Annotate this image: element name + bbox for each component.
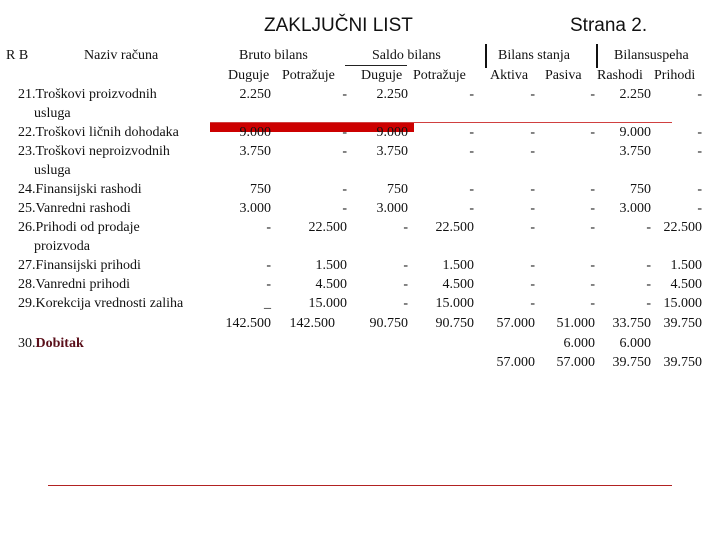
bruto-potrazuje-header: Potražuje (282, 68, 335, 83)
cell-saldo-potrazuje: 15.000 (435, 296, 474, 311)
cell-rashodi: 3.750 (619, 144, 651, 159)
bruto-header: Bruto bilans (239, 48, 308, 63)
cell-saldo-duguje: 3.000 (376, 201, 408, 216)
cell-rashodi: - (646, 277, 651, 292)
cell-bruto-potrazuje: - (342, 125, 347, 140)
account-name: 29.Korekcija vrednosti zaliha (18, 296, 184, 311)
cell-rashodi: - (646, 296, 651, 311)
cell-aktiva: - (530, 201, 535, 216)
cell-prihodi: - (697, 144, 702, 159)
account-name: 23.Troškovi neproizvodnih (18, 144, 170, 159)
cell-aktiva: - (530, 182, 535, 197)
final-rashodi: 39.750 (612, 355, 651, 370)
cell-saldo-potrazuje: 22.500 (435, 220, 474, 235)
cell-aktiva: - (530, 296, 535, 311)
cell-pasiva: - (590, 87, 595, 102)
cell-aktiva: - (530, 87, 535, 102)
header-separator (596, 44, 598, 68)
account-name: 21.Troškovi proizvodnih (18, 87, 157, 102)
total-bruto-potrazuje: 142.500 (289, 316, 335, 331)
pasiva-header: Pasiva (545, 68, 582, 83)
cell-bruto-duguje: - (266, 258, 271, 273)
cell-aktiva: - (530, 258, 535, 273)
cell-pasiva: - (590, 125, 595, 140)
account-name: 25.Vanredni rashodi (18, 201, 131, 216)
cell-rashodi: 750 (630, 182, 651, 197)
cell-prihodi: - (697, 182, 702, 197)
total-bruto-duguje: 142.500 (225, 316, 271, 331)
cell-saldo-potrazuje: 1.500 (442, 258, 474, 273)
cell-bruto-duguje: - (266, 277, 271, 292)
cell-bruto-potrazuje: 22.500 (308, 220, 347, 235)
account-name: 27.Finansijski prihodi (18, 258, 141, 273)
cell-bruto-duguje: - (266, 220, 271, 235)
profit-number: 30. (18, 336, 36, 351)
cell-saldo-duguje: 9.000 (376, 125, 408, 140)
cell-saldo-potrazuje: - (469, 201, 474, 216)
account-name-continued: usluga (34, 163, 71, 178)
profit-rashodi: 6.000 (619, 336, 651, 351)
cell-prihodi: 22.500 (663, 220, 702, 235)
cell-saldo-duguje: 3.750 (376, 144, 408, 159)
cell-saldo-potrazuje: - (469, 182, 474, 197)
cell-bruto-duguje: 2.250 (239, 87, 271, 102)
prihodi-header: Prihodi (654, 68, 696, 83)
cell-saldo-duguje: - (403, 277, 408, 292)
cell-bruto-duguje: 9.000 (239, 125, 271, 140)
cell-bruto-duguje: 3.000 (239, 201, 271, 216)
aktiva-header: Aktiva (490, 68, 529, 83)
cell-pasiva: - (590, 182, 595, 197)
cell-pasiva: - (590, 296, 595, 311)
cell-saldo-duguje: - (403, 258, 408, 273)
bilans-uspeha-header: Bilansuspeha (614, 48, 689, 63)
cell-pasiva: - (590, 201, 595, 216)
rb-header: R B (6, 48, 29, 63)
account-name-continued: usluga (34, 106, 71, 121)
naziv-header: Naziv računa (84, 48, 159, 63)
rashodi-header: Rashodi (597, 68, 643, 83)
account-name: 28.Vanredni prihodi (18, 277, 130, 292)
profit-label (18, 334, 84, 353)
cell-prihodi: 1.500 (670, 258, 702, 273)
header-separator (485, 44, 487, 68)
cell-prihodi: - (697, 201, 702, 216)
cell-aktiva: - (530, 220, 535, 235)
bilans-stanja-header: Bilans stanja (498, 48, 570, 63)
saldo-header: Saldo bilans (372, 48, 441, 63)
cell-bruto-potrazuje: 15.000 (308, 296, 347, 311)
bottom-rule (48, 485, 672, 486)
total-prihodi: 39.750 (663, 316, 702, 331)
cell-aktiva: - (530, 277, 535, 292)
cell-saldo-potrazuje: 4.500 (442, 277, 474, 292)
cell-rashodi: 2.250 (619, 87, 651, 102)
cell-pasiva: - (590, 220, 595, 235)
cell-bruto-potrazuje: - (342, 182, 347, 197)
profit-pasiva: 6.000 (563, 336, 595, 351)
cell-bruto-duguje: 750 (250, 182, 271, 197)
page-number: Strana 2. (570, 15, 648, 36)
cell-prihodi: 4.500 (670, 277, 702, 292)
account-name: 24.Finansijski rashodi (18, 182, 142, 197)
saldo-potrazuje-header: Potražuje (413, 68, 466, 83)
cell-aktiva: - (530, 144, 535, 159)
final-prihodi: 39.750 (663, 355, 702, 370)
cell-rashodi: 3.000 (619, 201, 651, 216)
cell-pasiva: - (590, 277, 595, 292)
cell-bruto-potrazuje: 1.500 (315, 258, 347, 273)
total-saldo-duguje: 90.750 (369, 316, 408, 331)
page-title: ZAKLJUČNI LIST (264, 15, 413, 36)
cell-saldo-duguje: - (403, 220, 408, 235)
cell-pasiva: - (590, 258, 595, 273)
cell-prihodi: - (697, 87, 702, 102)
cell-bruto-potrazuje: - (342, 201, 347, 216)
account-name: 22.Troškovi ličnih dohodaka (18, 125, 179, 140)
account-name: 26.Prihodi od prodaje (18, 220, 140, 235)
cell-saldo-duguje: 750 (387, 182, 408, 197)
cell-aktiva: - (530, 125, 535, 140)
cell-saldo-potrazuje: - (469, 87, 474, 102)
final-pasiva: 57.000 (556, 355, 595, 370)
saldo-duguje-header: Duguje (361, 68, 403, 83)
account-name-continued: proizvoda (34, 239, 90, 254)
cell-bruto-potrazuje: - (342, 87, 347, 102)
cell-rashodi: - (646, 258, 651, 273)
total-pasiva: 51.000 (556, 316, 595, 331)
total-aktiva: 57.000 (496, 316, 535, 331)
cell-prihodi: 15.000 (663, 296, 702, 311)
highlight-rule (210, 122, 672, 123)
cell-saldo-potrazuje: - (469, 144, 474, 159)
final-aktiva: 57.000 (496, 355, 535, 370)
cell-rashodi: - (646, 220, 651, 235)
cell-saldo-duguje: 2.250 (376, 87, 408, 102)
cell-bruto-duguje: _ (264, 296, 271, 311)
profit-name: Dobitak (35, 336, 84, 351)
cell-saldo-potrazuje: - (469, 125, 474, 140)
cell-saldo-duguje: - (403, 296, 408, 311)
total-saldo-potrazuje: 90.750 (435, 316, 474, 331)
cell-bruto-potrazuje: 4.500 (315, 277, 347, 292)
cell-bruto-potrazuje: - (342, 144, 347, 159)
total-rashodi: 33.750 (612, 316, 651, 331)
bruto-duguje-header: Duguje (228, 68, 270, 83)
cell-bruto-duguje: 3.750 (239, 144, 271, 159)
cell-prihodi: - (697, 125, 702, 140)
cell-rashodi: 9.000 (619, 125, 651, 140)
